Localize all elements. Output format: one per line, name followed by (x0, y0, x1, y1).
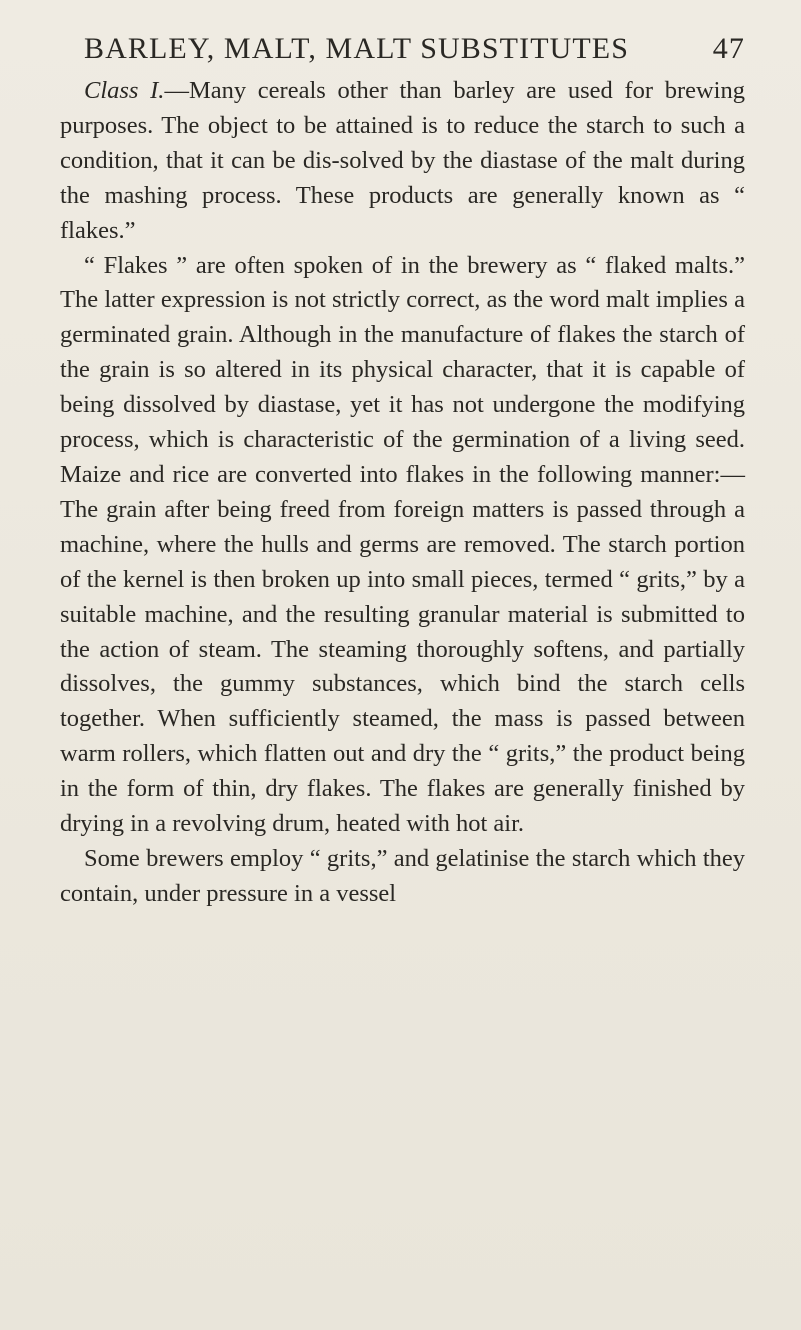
running-head (60, 30, 745, 68)
paragraph-class-one (60, 74, 745, 249)
running-title: BARLEY, MALT, MALT SUBSTITUTES (84, 32, 630, 65)
paragraph-lead: Class I. (84, 77, 165, 104)
paragraph-text: Some brewers employ “ grits,” and gelatinise the starch which they contain, under pressure in a vessel (60, 844, 745, 907)
body-text (60, 74, 745, 912)
paragraph-text: “ Flakes ” are often spoken of in the brewery as “ flaked malts.” The latter expression is not strictly correct, as the word malt implies a germinated grain. Although in the manufacture of flakes the starch of the grain is so altered in its physical character, that it is capable of being dissolved by diastase, yet it has not undergone the modifying process, which is characteristic of the germination of a living seed. Maize and rice are converted into flakes in the following manner:—The grain after being freed from foreign matters is passed through a machine, where the hulls and germs are removed. The starch portion of the kernel is then broken up into small pieces, termed “ grits,” by a suitable machine, and the resulting granular material is submitted to the action of steam. The steaming thoroughly softens, and partially dissolves, the gummy substances, which bind the starch cells together. When sufficiently steamed, the mass is passed between warm rollers, which flatten out and dry the “ grits,” the product being in the form of thin, dry flakes. The flakes are generally finished by drying in a revolving drum, heated with hot air. (60, 251, 745, 838)
paragraph-text: —Many cereals other than barley are used for brewing purposes. The object to be attained is to reduce the starch to such a condition, that it can be dis-solved by the diastase of the malt during the mashing process. These products are generally known as “ flakes.” (60, 77, 745, 244)
page-number: 47 (712, 32, 745, 65)
paragraph-grits (60, 842, 745, 912)
paragraph-flakes (60, 249, 745, 842)
